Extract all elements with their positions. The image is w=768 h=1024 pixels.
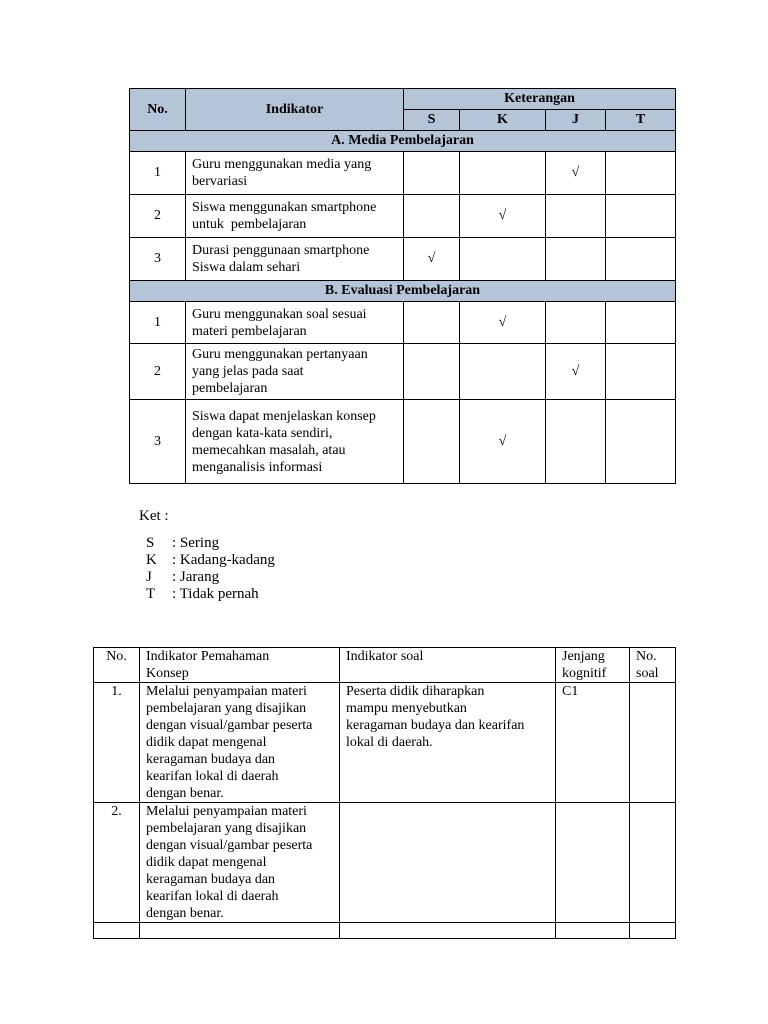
indicator-line: bervariasi [192,174,248,189]
row-indicator [186,344,404,400]
mark-t [606,195,676,238]
header-question-number [630,648,676,683]
empty-cell [630,923,676,939]
legend-key: K [146,552,157,568]
concept-line: pembelajaran yang disajikan [146,701,307,716]
row-number: 2. [94,803,140,923]
empty-cell [556,923,630,939]
concept-line: dengan benar. [146,906,224,921]
indicator-line: materi pembelajaran [192,323,307,339]
indicator-line: Guru menggunakan pertanyaan [192,347,368,362]
mark-j [546,400,606,484]
table-row [94,803,676,923]
header-line: kognitif [562,666,607,681]
table-row [130,195,676,238]
legend-desc: : Tidak pernah [172,586,259,602]
legend-key: J [146,569,152,585]
row-number: 3 [130,238,186,281]
header-no: No. [94,648,140,683]
concept-line: dengan benar. [146,786,224,801]
row-question-number [630,683,676,803]
mark-k: √ [460,400,546,484]
header-line: No. [636,649,657,664]
indicator-line: untuk pembelajaran [192,217,307,232]
table-row-empty [94,923,676,939]
concept-line: pembelajaran yang disajikan [146,821,307,836]
question-line: Peserta didik diharapkan [346,684,485,699]
indicator-line: pembelajaran [192,381,268,396]
section-title: B. Evaluasi Pembelajaran [130,281,676,302]
legend-item [146,569,275,586]
legend [146,535,275,603]
indicator-line: Guru menggunakan soal sesuai [192,306,367,322]
concept-line: didik dapat mengenal [146,855,267,870]
empty-cell [140,923,340,939]
mark-s [404,344,460,400]
row-question [340,683,556,803]
row-indicator [186,400,404,484]
empty-cell [94,923,140,939]
header-line: Jenjang [562,649,605,664]
concept-line: Melalui penyampaian materi [146,804,307,819]
section-title: A. Media Pembelajaran [130,131,676,152]
mark-j: √ [546,344,606,400]
concept-table [93,647,676,939]
row-number: 2 [130,195,186,238]
mark-t [606,152,676,195]
empty-cell [340,923,556,939]
legend-item [146,535,275,552]
header-col-s: S [404,110,460,131]
row-indicator [186,195,404,238]
header-line: Konsep [146,666,189,681]
row-indicator [186,302,404,344]
concept-line: dengan visual/gambar peserta [146,838,313,853]
indicator-line: Siswa dalam sehari [192,260,301,275]
mark-t [606,238,676,281]
mark-s [404,302,460,344]
row-concept [140,803,340,923]
header-level [556,648,630,683]
header-line: Indikator Pemahaman [146,649,270,664]
indicator-line: Siswa dapat menjelaskan konsep [192,408,376,424]
mark-j [546,195,606,238]
mark-k: √ [460,302,546,344]
row-number: 1 [130,152,186,195]
table-header-row [94,648,676,683]
mark-k: √ [460,195,546,238]
concept-line: didik dapat mengenal [146,735,267,750]
table-row [130,152,676,195]
row-question-number [630,803,676,923]
mark-t [606,302,676,344]
legend-desc: : Kadang-kadang [172,552,275,568]
table-row [130,344,676,400]
row-indicator [186,238,404,281]
row-number: 1. [94,683,140,803]
mark-s [404,400,460,484]
header-no: No. [130,89,186,131]
indicator-line: memecahkan masalah, atau [192,442,346,458]
mark-t [606,400,676,484]
legend-item [146,586,275,603]
legend-key: S [146,535,155,551]
indicator-line: dengan kata-kata sendiri, [192,425,333,441]
mark-s [404,195,460,238]
legend-key: T [146,586,156,602]
question-line: mampu menyebutkan [346,701,467,716]
concept-line: Melalui penyampaian materi [146,684,307,699]
observation-table [129,88,676,484]
header-col-j: J [546,110,606,131]
row-indicator [186,152,404,195]
concept-line: keragaman budaya dan [146,872,276,887]
header-notes: Keterangan [404,89,676,110]
mark-k [460,344,546,400]
legend-desc: : Jarang [172,569,220,585]
row-question [340,803,556,923]
row-number: 1 [130,302,186,344]
mark-j [546,238,606,281]
indicator-line: Siswa menggunakan smartphone [192,200,377,215]
concept-line: kearifan lokal di daerah [146,889,279,904]
row-level [556,803,630,923]
mark-j [546,302,606,344]
mark-k [460,238,546,281]
question-line: keragaman budaya dan kearifan [346,718,525,733]
indicator-line: menganalisis informasi [192,459,323,475]
concept-line: kearifan lokal di daerah [146,769,279,784]
concept-line: keragaman budaya dan [146,752,276,767]
table-row [130,302,676,344]
legend-desc: : Sering [172,535,220,551]
mark-s: √ [404,238,460,281]
mark-t [606,344,676,400]
concept-line: dengan visual/gambar peserta [146,718,313,733]
header-indicator: Indikator [186,89,404,131]
row-number: 3 [130,400,186,484]
header-col-t: T [606,110,676,131]
row-number: 2 [130,344,186,400]
header-line: soal [636,666,659,681]
table-row [130,400,676,484]
row-level: C1 [556,683,630,803]
mark-s [404,152,460,195]
table-row [94,683,676,803]
legend-title: Ket : [139,508,169,524]
header-col-k: K [460,110,546,131]
mark-j: √ [546,152,606,195]
question-line: lokal di daerah. [346,735,433,750]
legend-item [146,552,275,569]
header-concept [140,648,340,683]
indicator-line: yang jelas pada saat [192,364,304,379]
table-row [130,238,676,281]
indicator-line: Durasi penggunaan smartphone [192,243,370,258]
indicator-line: Guru menggunakan media yang [192,157,372,172]
row-concept [140,683,340,803]
header-question: Indikator soal [340,648,556,683]
mark-k [460,152,546,195]
